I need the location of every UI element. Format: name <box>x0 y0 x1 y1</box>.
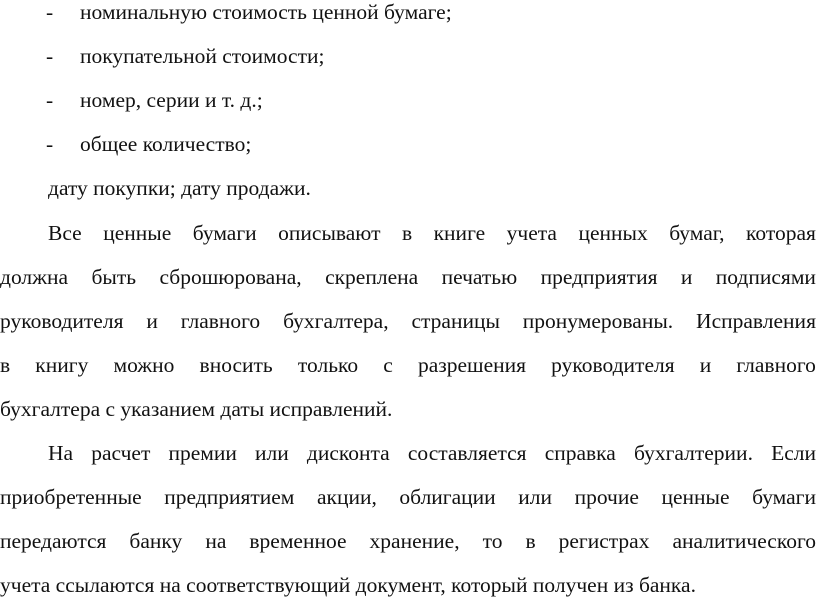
word: бухгалтера, <box>283 308 389 333</box>
list-item <box>0 86 816 114</box>
word: печатью <box>441 264 518 289</box>
word: разрешения <box>417 352 527 377</box>
list-item <box>0 130 816 158</box>
word: бумаги <box>752 485 816 510</box>
word: и <box>146 308 158 333</box>
word: или <box>518 485 553 510</box>
paragraph-1-line-3 <box>0 307 816 335</box>
paragraph-2-line-3 <box>0 527 816 555</box>
word: составляется <box>407 441 527 465</box>
word: главного <box>736 352 816 377</box>
word: бумаг, <box>669 220 725 245</box>
word: ценные <box>661 485 730 510</box>
word: регистрах <box>558 529 650 554</box>
dates-line: дату покупки; дату продажи. <box>48 176 311 201</box>
word: можно <box>113 352 175 377</box>
word: бумаги <box>192 220 257 245</box>
word: описывают <box>278 220 381 245</box>
word: приобретенные <box>0 485 142 510</box>
word: расчет <box>91 441 151 465</box>
word: руководителя <box>551 352 675 377</box>
word: Все <box>48 220 82 245</box>
paragraph-1-line-2 <box>0 263 816 291</box>
word: хранение, <box>369 529 460 554</box>
word: предприятия <box>540 264 658 289</box>
paragraph-1-line-4 <box>0 351 816 379</box>
word: или <box>255 441 289 465</box>
list-item-text: общее количество; <box>80 132 252 157</box>
word: в <box>0 352 11 377</box>
list-item <box>0 42 816 70</box>
word: быть <box>91 264 137 289</box>
list-item-text: номинальную стоимость ценной бумаге; <box>80 0 452 24</box>
word: Если <box>771 441 816 465</box>
word: то <box>482 529 503 554</box>
word: облигации <box>399 485 496 510</box>
bullet-marker: - <box>46 132 54 157</box>
list-item-text: покупательной стоимости; <box>80 44 325 69</box>
word: передаются <box>0 529 107 554</box>
word: руководителя <box>0 308 124 333</box>
list-item <box>0 0 816 26</box>
word: Исправления <box>696 308 816 333</box>
bullet-marker: - <box>46 88 54 113</box>
word: временное <box>249 529 347 554</box>
paragraph-2-line-1 <box>0 439 816 467</box>
word: главного <box>180 308 261 333</box>
word: акции, <box>316 485 377 510</box>
word: вносить <box>199 352 273 377</box>
word: только <box>297 352 359 377</box>
word: сброшюрована, <box>159 264 302 289</box>
word: учета <box>506 220 557 245</box>
list-item-text: номер, серии и т. д.; <box>80 88 263 113</box>
word: На <box>48 441 74 465</box>
word: ценных <box>578 220 648 245</box>
word: предприятием <box>164 485 295 510</box>
word: книге <box>433 220 486 245</box>
word: в <box>401 220 413 245</box>
word: страницы <box>411 308 500 333</box>
word: бухгалтерии. <box>633 441 753 465</box>
word: подписями <box>715 264 816 289</box>
bullet-marker: - <box>46 0 54 24</box>
word: которая <box>746 220 816 245</box>
word: на <box>205 529 227 554</box>
paragraph-1-line-5: бухгалтера с указанием даты исправлений. <box>0 396 393 421</box>
word: скреплена <box>325 264 419 289</box>
word: премии <box>168 441 237 465</box>
word: аналитического <box>672 529 816 554</box>
word: ценные <box>103 220 172 245</box>
word: должна <box>0 264 69 289</box>
word: книгу <box>35 352 89 377</box>
word: в <box>525 529 536 554</box>
bullet-marker: - <box>46 44 54 69</box>
word: дисконта <box>306 441 390 465</box>
paragraph-1-line-1 <box>0 219 816 247</box>
paragraph-2-line-2 <box>0 483 816 511</box>
word: и <box>699 352 712 377</box>
word: справка <box>544 441 616 465</box>
word: с <box>383 352 393 377</box>
word: прочие <box>574 485 639 510</box>
word: пронумерованы. <box>522 308 674 333</box>
paragraph-2-line-4: учета ссылаются на соответствующий документ, который получен из банка. <box>0 573 696 598</box>
word: и <box>680 264 693 289</box>
word: банку <box>129 529 183 554</box>
